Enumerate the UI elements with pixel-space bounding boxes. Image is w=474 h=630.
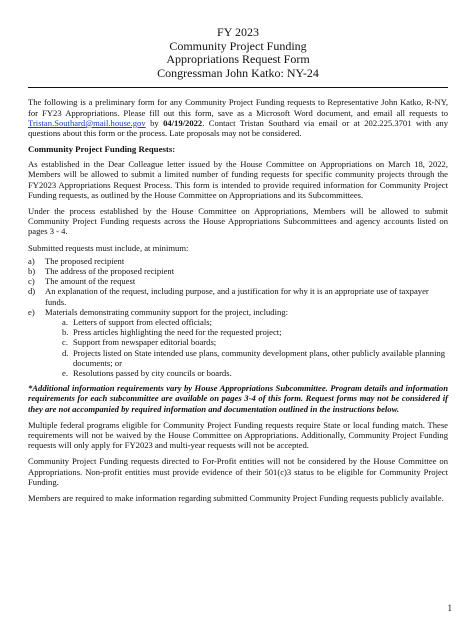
header-divider xyxy=(28,87,448,88)
list-marker: b) xyxy=(28,266,36,277)
list-item-text: The amount of the request xyxy=(45,276,136,287)
list-item-text: The proposed recipient xyxy=(45,255,125,266)
intro-paragraph xyxy=(28,97,448,138)
additional-requirements-note: *Additional information requirements vary by House Appropriations Subcommittee. Program details and information requirements for each subcommittee are available on pages 3-4 of this form. Request forms may not be considered if they are not accompanied by required information and documentation outlined in the instructions below. xyxy=(28,383,448,414)
form-header xyxy=(28,26,448,80)
sub-list-item xyxy=(45,317,448,327)
sub-list-marker: d. xyxy=(62,347,69,358)
sub-list-item xyxy=(45,327,448,337)
page-number: 1 xyxy=(447,603,452,613)
sub-list-item-text: Letters of support from elected officials; xyxy=(73,317,212,328)
sub-list-item xyxy=(45,368,448,378)
requirements-list xyxy=(28,256,448,378)
sub-list-item-text: Support from newspaper editorial boards; xyxy=(73,337,217,348)
sub-list-marker: e. xyxy=(62,368,68,379)
intro-text-b: by xyxy=(145,117,164,128)
list-item-text: The address of the proposed recipient xyxy=(45,266,175,277)
contact-email-link[interactable]: Tristan.Southard@mail.house.gov xyxy=(28,117,146,128)
intro-text-a: The following is a preliminary form for any Community Project Funding requests to Representative John Katko, R-NY, for FY23 Appropriations. Please fill out this form, save as a Microsoft Word document, and email all requests to xyxy=(28,97,448,118)
header-program: Community Project Funding xyxy=(169,38,307,53)
list-item xyxy=(28,276,448,286)
sub-list-marker: c. xyxy=(62,337,68,348)
intro-text-c: . Contact Tristan Southard via email or at 202.225.3701 with any questions about this form or the process. Late proposals may not be considered. xyxy=(28,117,449,138)
header-form-name: Appropriations Request Form xyxy=(166,52,310,67)
list-item xyxy=(28,307,448,378)
section-heading: Community Project Funding Requests: xyxy=(28,144,176,155)
header-congressman: Congressman John Katko: NY-24 xyxy=(157,65,319,80)
list-item-text: An explanation of the request, including purpose, and a justification for why it is an appropriate use of taxpayer funds. xyxy=(45,286,429,307)
sub-list-item xyxy=(45,348,448,368)
process-paragraph: Under the process established by the House Committee on Appropriations, Members will be allowed to submit Community Project Funding requests across the House Appropriations Subcommittees and agency accounts listed on pages 3 - 4. xyxy=(28,206,448,237)
sub-list-marker: a. xyxy=(62,317,68,328)
list-item xyxy=(28,256,448,266)
list-marker: e) xyxy=(28,306,35,317)
sub-list-item xyxy=(45,337,448,347)
list-item xyxy=(28,266,448,276)
deadline-date: 04/19/2022 xyxy=(163,117,203,128)
support-materials-list xyxy=(45,317,448,378)
for-profit-paragraph: Community Project Funding requests directed to For-Profit entities will not be considered by the House Committee on Appropriations. Non-profit entities must provide evidence of their 501(c)3 status to be eligible for Community Project Funding. xyxy=(28,456,448,487)
list-marker: d) xyxy=(28,286,36,297)
dear-colleague-paragraph: As established in the Dear Colleague letter issued by the House Committee on Appropriations on March 18, 2022, Members will be allowed to submit a limited number of funding requests for specific community projects through the FY2023 Appropriations Request Process. This form is intended to provide required information for Community Project Funding requests, as outlined by the House Committee on Appropriations and its Subcommittees. xyxy=(28,159,448,200)
list-item xyxy=(28,286,448,306)
sub-list-item-text: Projects listed on State intended use plans, community development plans, other publicly available planning documents; or xyxy=(73,347,446,368)
sub-list-marker: b. xyxy=(62,327,69,338)
header-year: FY 2023 xyxy=(217,25,259,39)
matching-funds-paragraph: Multiple federal programs eligible for Community Project Funding requests require State or local funding match. These requirements will not be waived by the House Committee on Appropriations. Additionally, Community Project Funding requests will only apply for FY2023 and multi-year requests will not be accepted. xyxy=(28,419,448,451)
public-availability-paragraph: Members are required to make information regarding submitted Community Project Funding requests publicly available. xyxy=(28,493,444,504)
list-item-text: Materials demonstrating community support for the project, including: xyxy=(45,306,288,317)
sub-list-item-text: Resolutions passed by city councils or boards. xyxy=(73,368,232,379)
list-marker: c) xyxy=(28,276,35,287)
list-marker: a) xyxy=(28,255,35,266)
requirements-intro: Submitted requests must include, at minimum: xyxy=(28,242,189,253)
sub-list-item-text: Press articles highlighting the need for the requested project; xyxy=(73,327,282,338)
